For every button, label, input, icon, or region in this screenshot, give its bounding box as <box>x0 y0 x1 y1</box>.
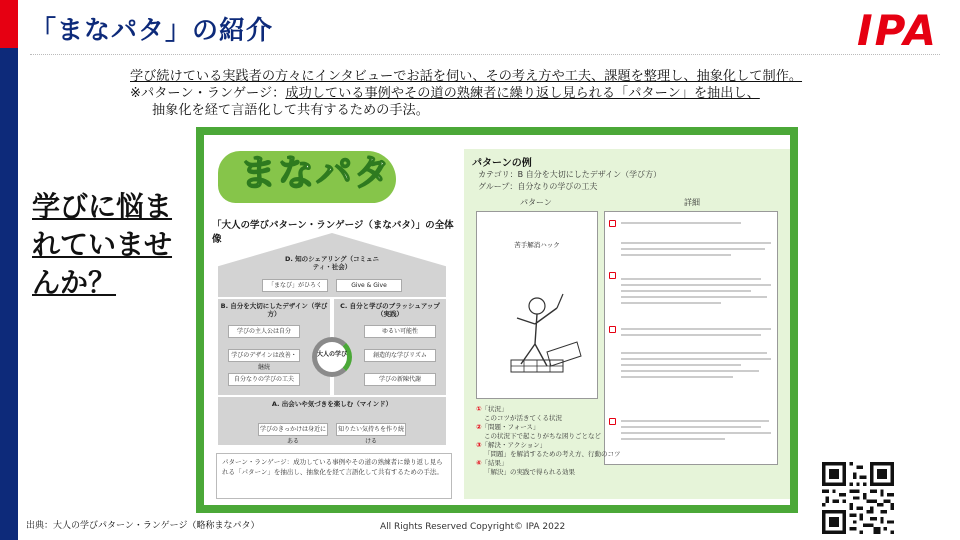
legend-num: ② <box>476 423 482 431</box>
detail-text-line <box>621 352 767 354</box>
qr-code[interactable] <box>822 462 894 534</box>
column-c-item: 創造的な学びリズム <box>364 349 436 362</box>
example-category: カテゴリ：B 自分を大切にしたデザイン（学び方） <box>478 170 662 179</box>
detail-marker-3 <box>609 326 616 333</box>
legend-num: ③ <box>476 441 482 449</box>
manapata-logo <box>218 143 398 207</box>
side-question: 学びに悩まれていませんか？ <box>32 190 173 299</box>
qr-code-icon <box>822 462 894 534</box>
detail-text-line <box>621 296 767 298</box>
legend-num: ④ <box>476 459 482 467</box>
logo-text: まなパタ <box>240 153 393 194</box>
example-title: パターンの例 <box>472 158 532 169</box>
base-item: 学びのきっかけは身近にある <box>258 423 328 436</box>
detail-marker-1 <box>609 220 616 227</box>
ipa-logo: IPA <box>856 6 938 55</box>
detail-card <box>604 211 778 465</box>
overview-title: 「大人の学びパターン・ランゲージ（まなパタ）」の全体像 <box>212 220 454 245</box>
copyright: All Rights Reserved Copyright© IPA 2022 <box>380 522 566 532</box>
detail-text-line <box>621 242 771 244</box>
description-line2-prefix: ※パターン・ランゲージ： <box>130 86 286 101</box>
legend-text: 「問題」を解消するための考え方、行動のコツ <box>484 450 621 458</box>
detail-text-line <box>621 334 761 336</box>
detail-text-line <box>621 278 761 280</box>
legend-text: 「解決」の実践で得られる効果 <box>484 468 575 476</box>
legend <box>476 405 621 477</box>
description-line2-underlined: 成功している事例やその道の熟練者に繰り返し見られる「パターン」を抽出し、 <box>285 86 760 101</box>
column-c-title: C. 自分と学びのブラッシュアップ（実践） <box>340 302 440 318</box>
example-meta <box>478 169 661 193</box>
roof-item: 「まなび」がひろく <box>262 279 328 292</box>
overview-panel <box>204 135 462 505</box>
legend-label: 「問題・フォース」 <box>481 423 540 431</box>
house-diagram <box>218 233 446 447</box>
legend-text: この状況下で起こりがちな困りごとなど <box>484 432 601 440</box>
detail-text-line <box>621 222 741 224</box>
pattern-illustration <box>477 272 597 392</box>
column-b-item: 学びのデザインは改善・継続 <box>228 349 300 362</box>
roof-title: D. 知のシェアリング（コミュニティ・社会） <box>285 255 379 271</box>
detail-text-line <box>621 358 771 360</box>
manapata-slide-image <box>196 127 798 513</box>
description-line3: 抽象化を経て言語化して共有するための手法。 <box>152 103 429 118</box>
legend-label: 「結果」 <box>481 459 508 467</box>
base-title: A. 出会いや気づきを楽しむ（マインド） <box>271 400 393 408</box>
detail-text-line <box>621 248 765 250</box>
detail-text-line <box>621 284 771 286</box>
pattern-column-header: パターン <box>520 198 552 207</box>
detail-text-line <box>621 438 725 440</box>
page-title: 「まなパタ」の紹介 <box>30 16 274 46</box>
detail-text-line <box>621 376 733 378</box>
center-label: 大人の学び <box>316 351 347 358</box>
source-credit: 出典：大人の学びパターン・ランゲージ（略称まなパタ） <box>26 521 260 531</box>
legend-label: 「状況」 <box>481 405 508 413</box>
legend-text: このコツが活きてくる状況 <box>484 414 562 422</box>
column-b-title: B. 自分を大切にしたデザイン（学び方） <box>220 302 328 318</box>
title-divider <box>30 54 940 55</box>
legend-num: ① <box>476 405 482 413</box>
column-c <box>334 299 446 395</box>
base-item: 知りたい気持ちを作り続ける <box>336 423 406 436</box>
column-b-item: 学びの主人公は自分 <box>228 325 300 338</box>
description-line1: 学び続けている実践者の方々にインタビューでお話を伺い、その考え方や工夫、課題を整理し、抽象化して制作。 <box>130 69 803 84</box>
pattern-name: 苦手解消ハック <box>514 241 560 249</box>
detail-text-line <box>621 302 721 304</box>
detail-text-line <box>621 290 751 292</box>
detail-text-line <box>621 426 761 428</box>
roof-item: Give & Give <box>336 279 402 292</box>
example-group: グループ：自分なりの学びの工夫 <box>478 182 598 191</box>
detail-text-line <box>621 254 731 256</box>
left-accent-red <box>0 0 18 48</box>
house-base <box>218 397 446 445</box>
pattern-card <box>476 211 598 399</box>
pattern-language-note: パターン・ランゲージ：成功している事例やその道の熟練者に繰り返し見られる「パターン」を抽出し、抽象化を経て言語化して共有するための手法。 <box>216 453 452 499</box>
detail-text-line <box>621 432 771 434</box>
pattern-example-panel <box>464 149 790 499</box>
detail-text-line <box>621 364 741 366</box>
detail-text-line <box>621 420 769 422</box>
description <box>130 68 802 119</box>
column-c-item: ゆるい可能性 <box>364 325 436 338</box>
legend-label: 「解決・アクション」 <box>481 441 547 449</box>
detail-marker-2 <box>609 272 616 279</box>
slide-inner <box>204 135 790 505</box>
detail-text-line <box>621 370 759 372</box>
column-b-item: 自分なりの学びの工夫 <box>228 373 300 386</box>
left-accent-bar <box>0 0 18 540</box>
column-c-item: 学びの新陳代謝 <box>364 373 436 386</box>
detail-text-line <box>621 328 771 330</box>
detail-column-header: 詳細 <box>684 198 700 207</box>
